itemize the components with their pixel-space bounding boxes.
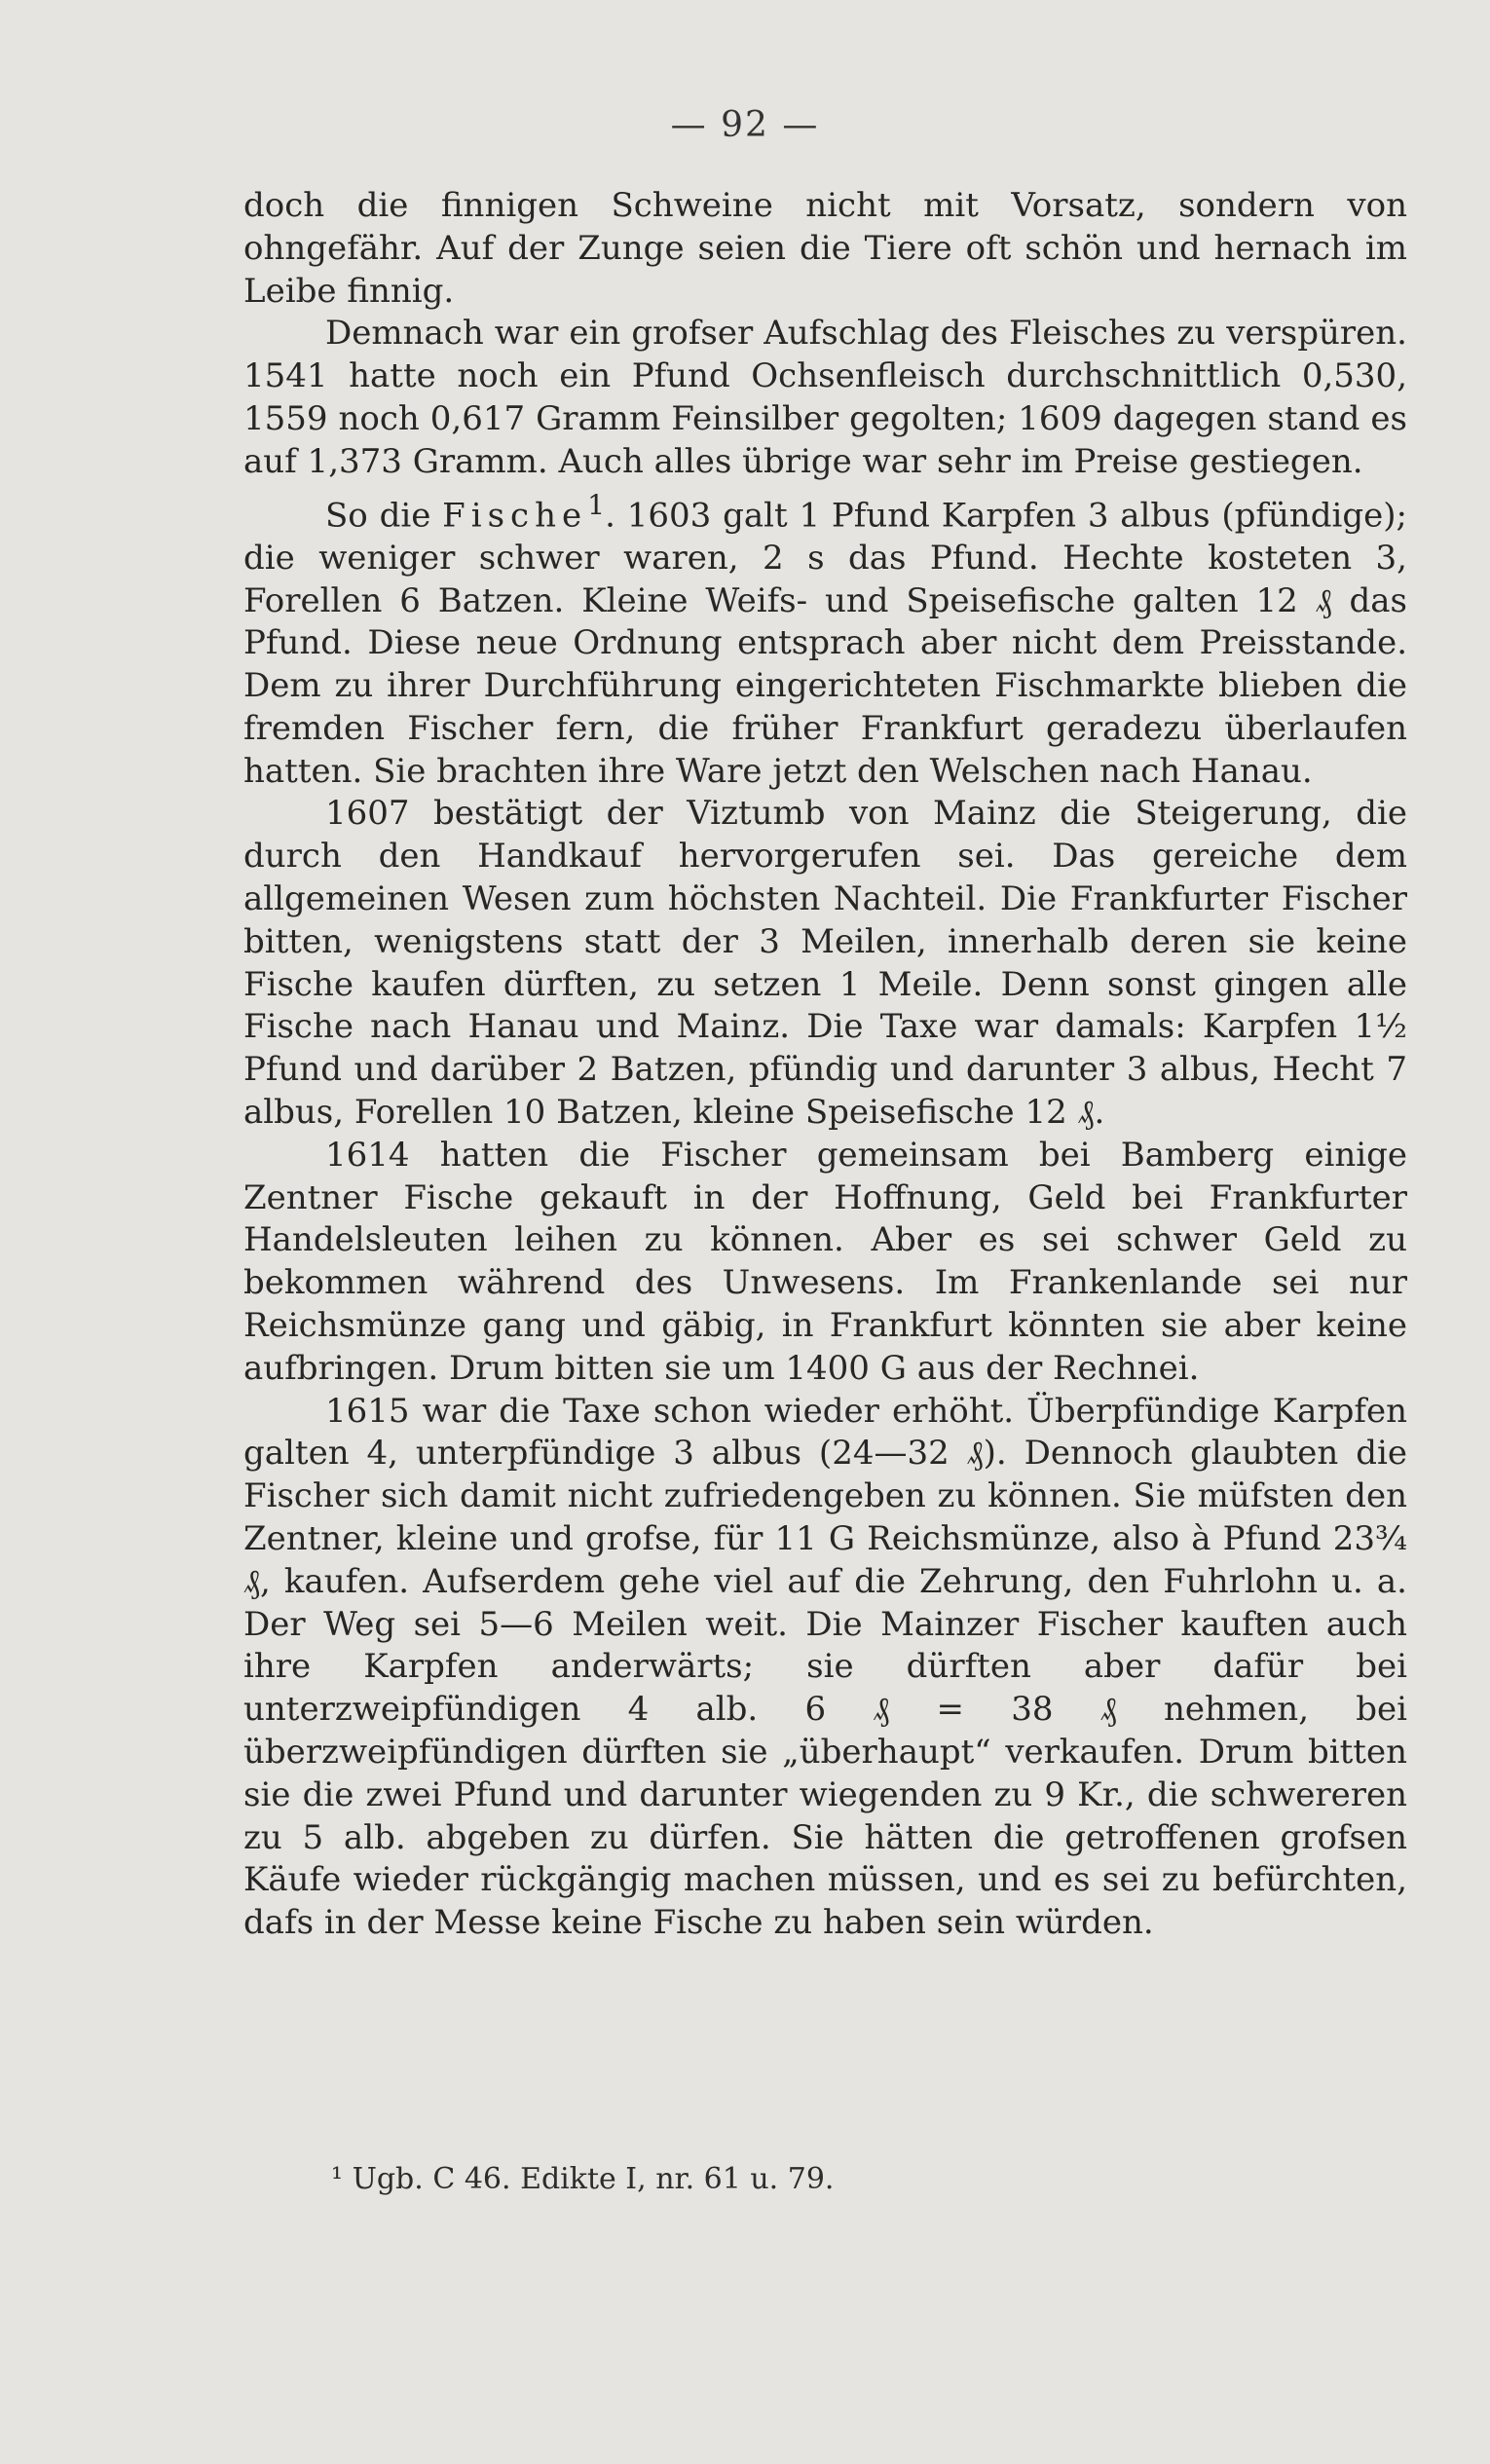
- paragraph-1: doch die finnigen Schweine nicht mit Vorsatz, sondern von ohngefähr. Auf der Zunge seien die Tiere oft schön und hernach im Leibe finnig.: [243, 186, 1407, 311]
- paragraph-2: Demnach war ein grofser Aufschlag des Fleisches zu verspüren. 1541 hatte noch ein Pfund Ochsenfleisch durchschnittlich 0,530, 1559 noch 0,617 Gramm Feinsilber gegolten; 1609 dagegen stand es auf 1,373 Gramm. Auch alles übrige war sehr im Preise gestiegen.: [243, 314, 1407, 481]
- footnote: ¹ Ugb. C 46. Edikte I, nr. 61 u. 79.: [331, 2162, 835, 2196]
- body-text: [243, 185, 1407, 1945]
- paragraph-5: 1614 hatten die Fischer gemeinsam bei Bamberg einige Zentner Fische gekauft in der Hoffnung, Geld bei Frankfurter Handelsleuten leihen zu können. Aber es sei schwer Geld zu bekommen während des Unwesens. Im Frankenlande sei nur Reichsmünze gang und gäbig, in Frankfurt könnten sie aber keine aufbringen. Drum bitten sie um 1400 G aus der Rechnei.: [243, 1135, 1407, 1388]
- paragraph-4: 1607 bestätigt der Viztumb von Mainz die Steigerung, die durch den Handkauf hervorgerufen sei. Das gereiche dem allgemeinen Wesen zum höchsten Nachteil. Die Frankfurter Fischer bitten, wenigstens statt der 3 Meilen, innerhalb deren sie keine Fische kaufen dürften, zu setzen 1 Meile. Denn sonst gingen alle Fische nach Hanau und Mainz. Die Taxe war damals: Karpfen 1½ Pfund und darüber 2 Batzen, pfündig und darunter 3 albus, Hecht 7 albus, Forellen 10 Batzen, kleine Speisefische 12 ₰.: [243, 794, 1407, 1133]
- paragraph-6: 1615 war die Taxe schon wieder erhöht. Überpfündige Karpfen galten 4, unterpfündige 3 albus (24—32 ₰). Dennoch glaubten die Fischer sich damit nicht zufriedengeben zu können. Sie müfsten den Zentner, kleine und grofse, für 11 G Reichsmünze, also à Pfund 23¾ ₰, kaufen. Aufserdem gehe viel auf die Zehrung, den Fuhrlohn u. a. Der Weg sei 5—6 Meilen weit. Die Mainzer Fischer kauften auch ihre Karpfen anderwärts; sie dürften aber dafür bei unterzweipfündigen 4 alb. 6 ₰ = 38 ₰ nehmen, bei überzweipfündigen dürften sie „überhaupt“ verkaufen. Drum bitten sie die zwei Pfund und darunter wiegenden zu 9 Kr., die schwereren zu 5 alb. abgeben zu dürfen. Sie hätten die getroffenen grofsen Käufe wieder rückgängig machen müssen, und es sei zu befürchten, dafs in der Messe keine Fische zu haben sein würden.: [243, 1391, 1407, 1943]
- paragraph-3: [243, 484, 1407, 794]
- footnote-marker: 1: [587, 488, 606, 521]
- paragraph-3-rest: . 1603 galt 1 Pfund Karpfen 3 albus (pfündige); die weniger schwer waren, 2 s das Pfund. Hechte kosteten 3, Forellen 6 Batzen. Kleine Weifs- und Speisefische galten 12 ₰ das Pfund. Diese neue Ordnung entsprach aber nicht dem Preisstande. Dem zu ihrer Durchführung eingerichteten Fischmarkte blieben die fremden Fischer fern, die früher Frankfurt geradezu überlaufen hatten. Sie brachten ihre Ware jetzt den Welschen nach Hanau.: [243, 495, 1407, 791]
- paragraph-3-start: So die: [325, 495, 431, 535]
- paragraph-3-spaced-word: Fische: [442, 495, 588, 535]
- page-number: — 92 —: [670, 105, 820, 145]
